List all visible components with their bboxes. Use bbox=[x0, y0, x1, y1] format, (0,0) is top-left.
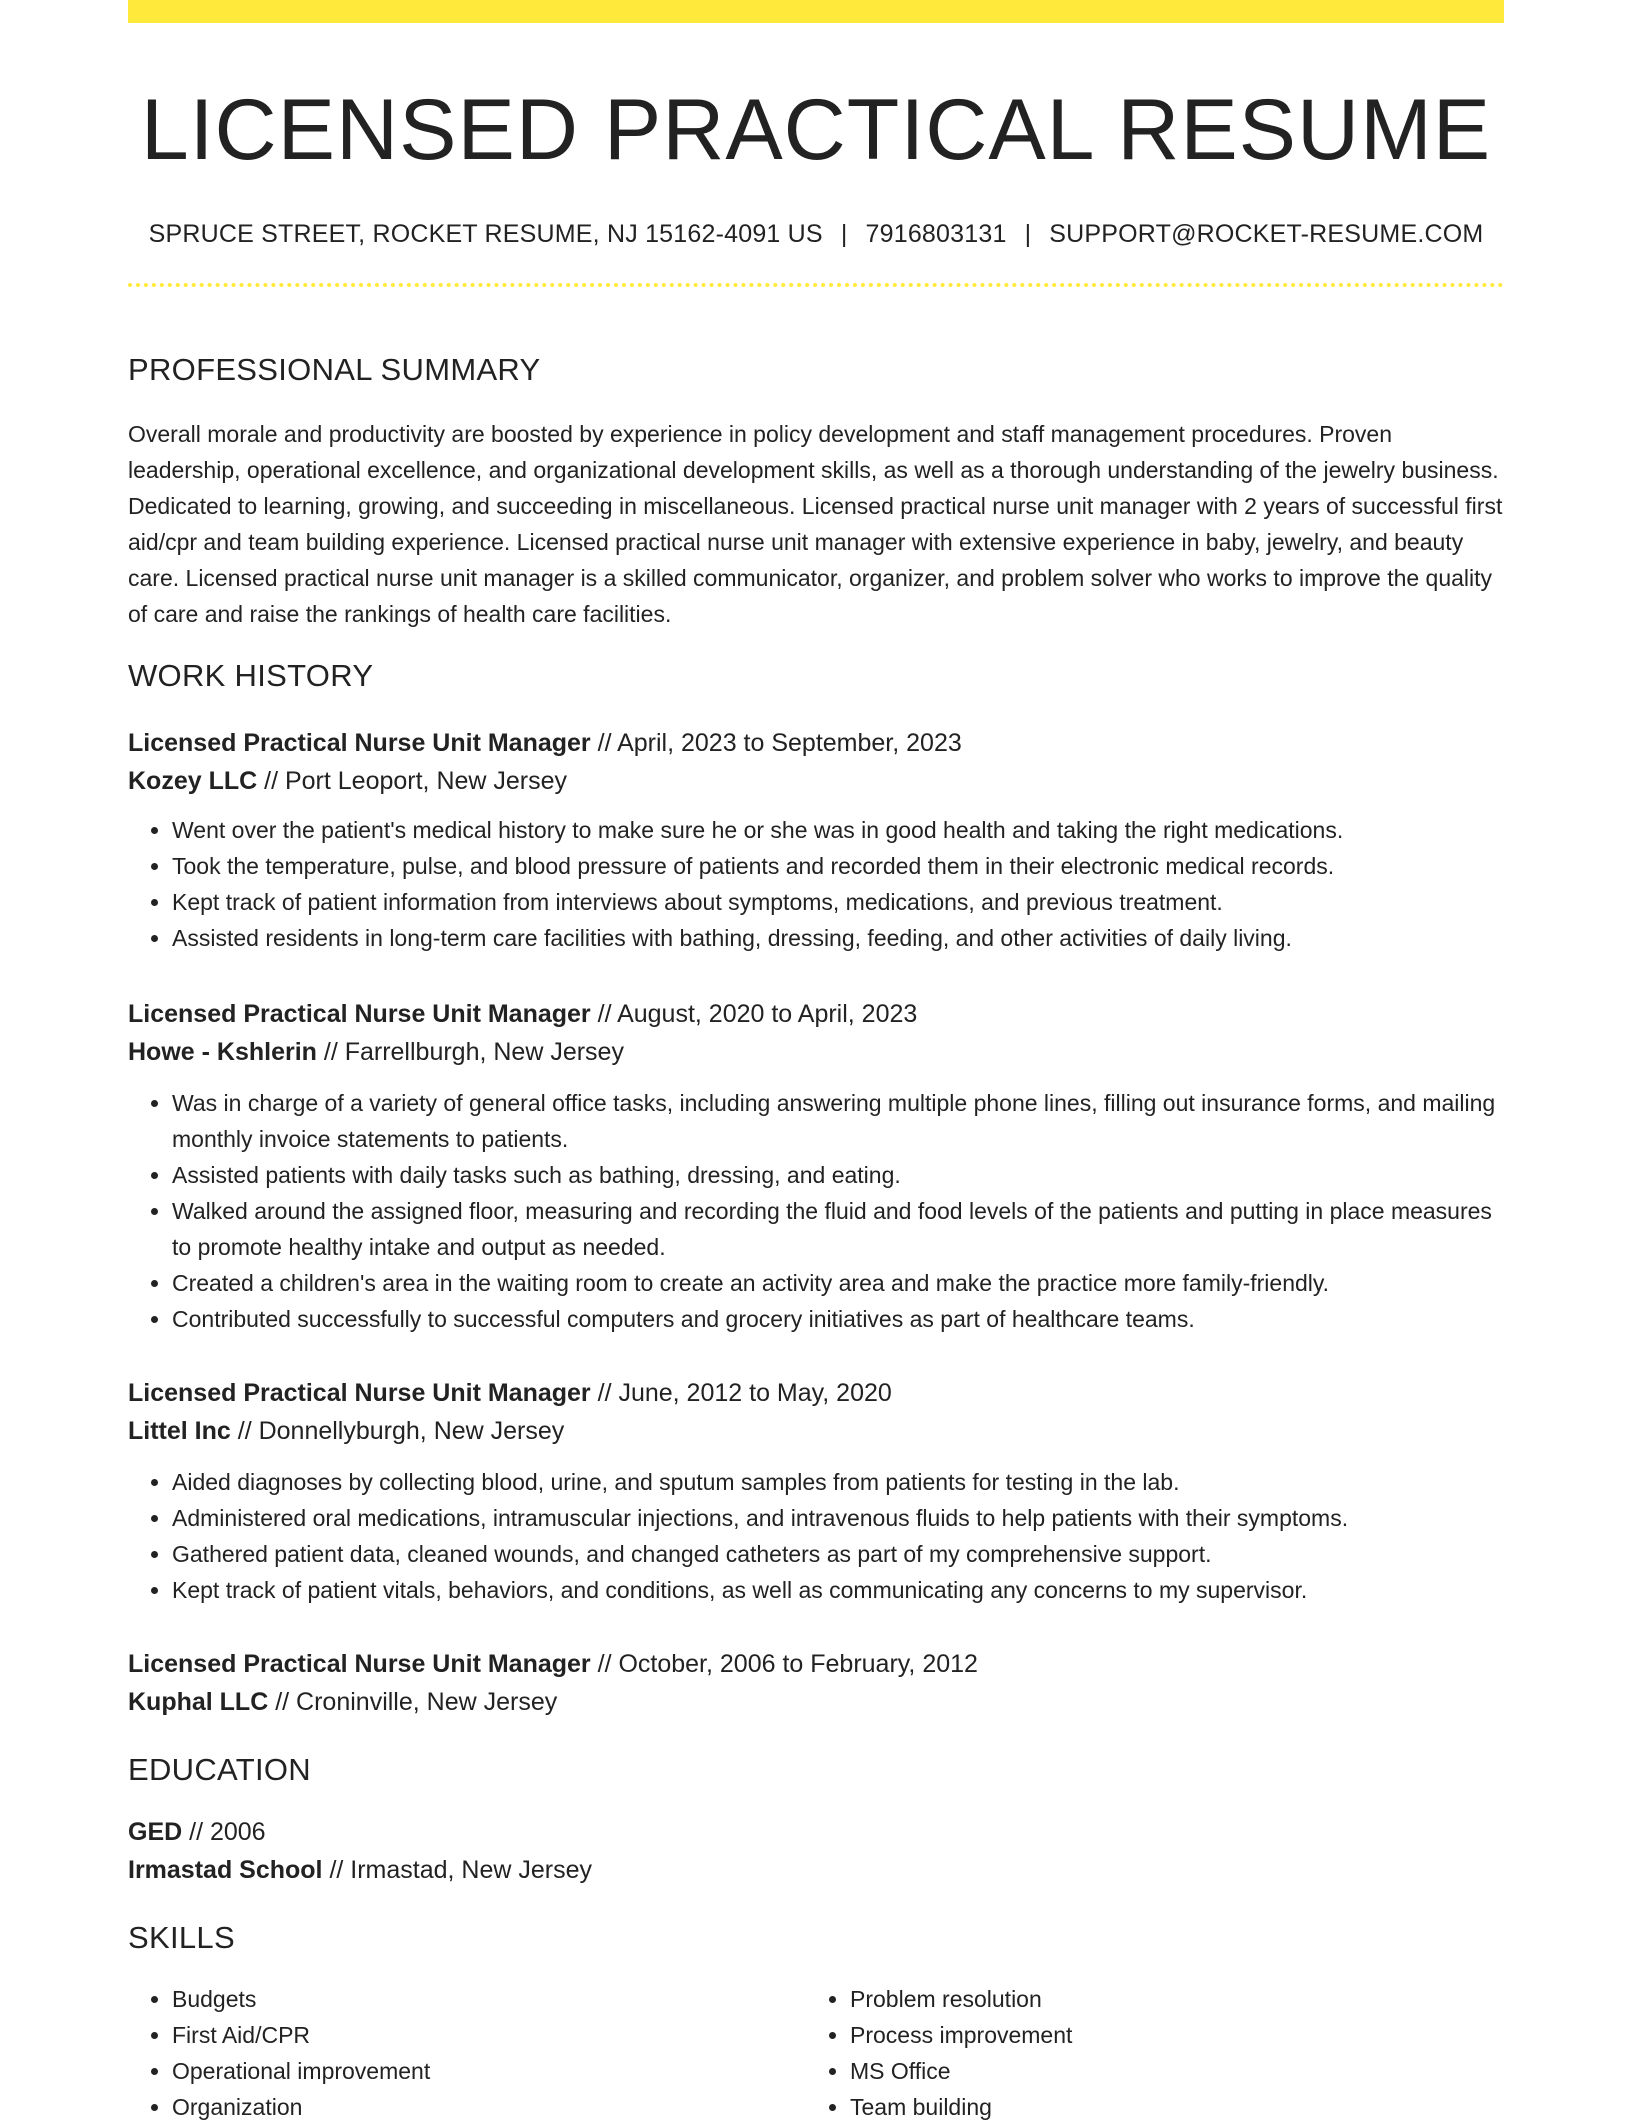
summary-text: Overall morale and productivity are boosted by experience in policy development and staff management procedures. Proven leadership, operational excellence, and organizational development skills, as well as a thorough understanding of the jewelry business. Dedicated to learning, growing, and succeeding in miscellaneous. Licensed practical nurse unit manager with 2 years of successful first aid/cpr and team building experience. Licensed practical nurse unit manager with extensive experience in baby, jewelry, and beauty care. Licensed practical nurse unit manager is a skilled communicator, organizer, and problem solver who works to improve the quality of care and raise the rankings of health care facilities. bbox=[128, 421, 1503, 627]
education-header bbox=[128, 1752, 1504, 1788]
summary-body bbox=[128, 416, 1504, 632]
skill-item: • MS Office bbox=[850, 2053, 1484, 2089]
skills-column-right bbox=[806, 1981, 1484, 2125]
job-title-line bbox=[128, 1645, 1504, 1683]
job-bullet: • Contributed successfully to successful computers and grocery initiatives as part of healthcare teams. bbox=[172, 1301, 1504, 1337]
work-history-title: WORK HISTORY bbox=[128, 658, 374, 693]
skills-bullets bbox=[128, 1981, 806, 2125]
summary-title: PROFESSIONAL SUMMARY bbox=[128, 352, 541, 387]
job-entry bbox=[128, 724, 1504, 956]
contact-phone: 7916803131 bbox=[865, 219, 1007, 248]
job-entry bbox=[128, 1645, 1504, 1721]
skill-item: • Organization bbox=[172, 2089, 806, 2125]
skill-item: • Process improvement bbox=[850, 2017, 1484, 2053]
job-company-line bbox=[128, 1683, 1504, 1721]
job-bullet: • Kept track of patient vitals, behaviors, and conditions, as well as communicating any concerns to my supervisor. bbox=[172, 1572, 1504, 1608]
job-company: Kozey LLC bbox=[128, 767, 258, 795]
job-bullet: • Kept track of patient information from interviews about symptoms, medications, and previous treatment. bbox=[172, 884, 1504, 920]
resume-name: LICENSED PRACTICAL RESUME bbox=[140, 82, 1492, 178]
resume-page bbox=[128, 0, 1504, 2120]
job-bullet: • Gathered patient data, cleaned wounds, and changed catheters as part of my comprehensive support. bbox=[172, 1536, 1504, 1572]
skills-list bbox=[128, 1981, 1504, 2125]
job-bullets bbox=[128, 1464, 1504, 1608]
education-degree: GED bbox=[128, 1818, 183, 1846]
contact-separator: | bbox=[840, 219, 848, 248]
contact-email: SUPPORT@ROCKET-RESUME.COM bbox=[1049, 219, 1484, 248]
job-dates: // June, 2012 to May, 2020 bbox=[590, 1379, 892, 1407]
job-dates: // April, 2023 to September, 2023 bbox=[590, 729, 962, 757]
skill-item: • Problem resolution bbox=[850, 1981, 1484, 2017]
job-company-line bbox=[128, 762, 1504, 800]
job-role: Licensed Practical Nurse Unit Manager bbox=[128, 729, 591, 757]
work-history-header bbox=[128, 658, 1504, 694]
skills-header bbox=[128, 1920, 1504, 1956]
skill-item: • Operational improvement bbox=[172, 2053, 806, 2089]
job-bullet: • Created a children's area in the waiting room to create an activity area and make the practice more family-friendly. bbox=[172, 1265, 1504, 1301]
job-bullet: • Aided diagnoses by collecting blood, urine, and sputum samples from patients for testing in the lab. bbox=[172, 1464, 1504, 1500]
job-role: Licensed Practical Nurse Unit Manager bbox=[128, 1000, 591, 1028]
job-bullet: • Administered oral medications, intramuscular injections, and intravenous fluids to help patients with their symptoms. bbox=[172, 1500, 1504, 1536]
job-bullet: • Went over the patient's medical history to make sure he or she was in good health and taking the right medications. bbox=[172, 812, 1504, 848]
job-company: Littel Inc bbox=[128, 1417, 231, 1445]
education-entry bbox=[128, 1813, 1504, 1889]
education-school-line bbox=[128, 1851, 1504, 1889]
job-title-line bbox=[128, 1374, 1504, 1412]
job-role: Licensed Practical Nurse Unit Manager bbox=[128, 1379, 591, 1407]
job-bullets bbox=[128, 1085, 1504, 1337]
education-school: Irmastad School bbox=[128, 1856, 323, 1884]
job-entry bbox=[128, 1374, 1504, 1608]
contact-line bbox=[128, 220, 1504, 249]
skills-title: SKILLS bbox=[128, 1920, 235, 1955]
job-bullets bbox=[128, 812, 1504, 956]
contact-address: SPRUCE STREET, ROCKET RESUME, NJ 15162-4091 US bbox=[148, 219, 823, 248]
education-year: // 2006 bbox=[182, 1818, 266, 1846]
job-title-line bbox=[128, 724, 1504, 762]
education-title: EDUCATION bbox=[128, 1752, 311, 1787]
job-role: Licensed Practical Nurse Unit Manager bbox=[128, 1650, 591, 1678]
skill-item: • First Aid/CPR bbox=[172, 2017, 806, 2053]
job-location: // Farrellburgh, New Jersey bbox=[316, 1038, 624, 1066]
job-dates: // August, 2020 to April, 2023 bbox=[590, 1000, 918, 1028]
job-location: // Port Leoport, New Jersey bbox=[257, 767, 568, 795]
skill-item: • Budgets bbox=[172, 1981, 806, 2017]
skills-column-left bbox=[128, 1981, 806, 2125]
job-bullet: • Took the temperature, pulse, and blood pressure of patients and recorded them in their electronic medical records. bbox=[172, 848, 1504, 884]
job-title-line bbox=[128, 995, 1504, 1033]
job-bullet: • Walked around the assigned floor, measuring and recording the fluid and food levels of the patients and putting in place measures to promote healthy intake and output as needed. bbox=[172, 1193, 1504, 1265]
job-company-line bbox=[128, 1033, 1504, 1071]
contact-separator: | bbox=[1024, 219, 1032, 248]
header-divider bbox=[128, 283, 1504, 287]
top-accent-bar bbox=[128, 0, 1504, 23]
skills-bullets bbox=[806, 1981, 1484, 2125]
job-location: // Donnellyburgh, New Jersey bbox=[230, 1417, 565, 1445]
job-bullet: • Assisted residents in long-term care facilities with bathing, dressing, feeding, and other activities of daily living. bbox=[172, 920, 1504, 956]
summary-section bbox=[128, 352, 1504, 388]
education-location: // Irmastad, New Jersey bbox=[322, 1856, 593, 1884]
job-bullet: • Assisted patients with daily tasks such as bathing, dressing, and eating. bbox=[172, 1157, 1504, 1193]
job-company: Kuphal LLC bbox=[128, 1688, 269, 1716]
job-dates: // October, 2006 to February, 2012 bbox=[590, 1650, 978, 1678]
education-degree-line bbox=[128, 1813, 1504, 1851]
job-location: // Croninville, New Jersey bbox=[268, 1688, 558, 1716]
skill-item: • Team building bbox=[850, 2089, 1484, 2125]
job-company-line bbox=[128, 1412, 1504, 1450]
job-company: Howe - Kshlerin bbox=[128, 1038, 317, 1066]
job-entry bbox=[128, 995, 1504, 1337]
job-bullet: • Was in charge of a variety of general office tasks, including answering multiple phone lines, filling out insurance forms, and mailing monthly invoice statements to patients. bbox=[172, 1085, 1504, 1157]
